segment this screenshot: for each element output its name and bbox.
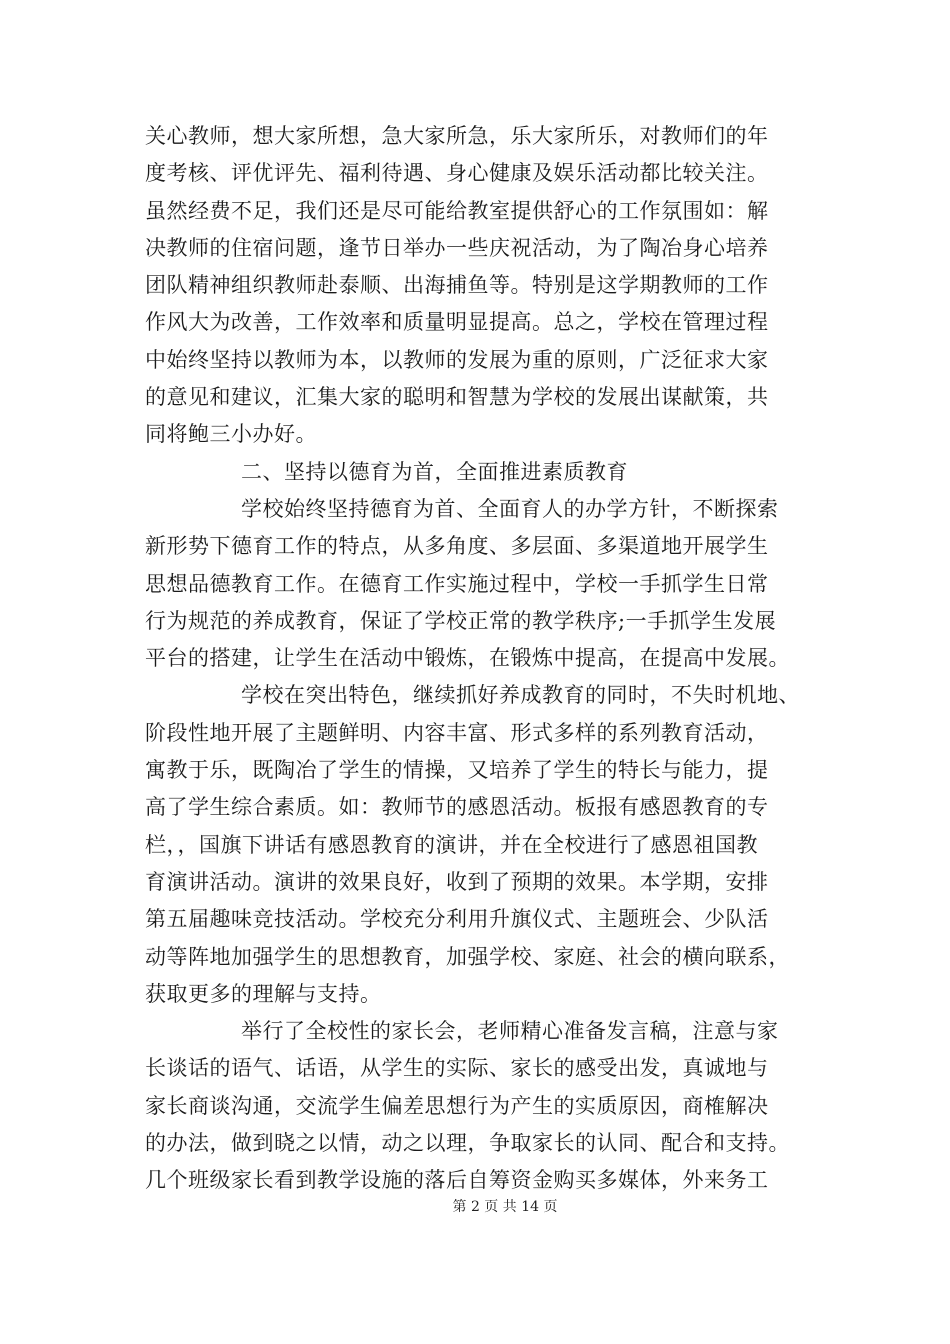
text-line: 获取更多的理解与支持。 (145, 981, 382, 1006)
text-line: 行为规范的养成教育，保证了学校正常的教学秩序;一手抓学生发展 (145, 608, 777, 633)
text-line: 寓教于乐，既陶冶了学生的情操，又培养了学生的特长与能力，提 (145, 758, 769, 783)
text-line: 的意见和建议，汇集大家的聪明和智慧为学校的发展出谋献策，共 (145, 385, 769, 410)
text-line: 育演讲活动。演讲的效果良好，收到了预期的效果。本学期，安排 (145, 869, 769, 894)
paragraph-first-line: 学校在突出特色，继续抓好养成教育的同时，不失时机地、 (241, 683, 800, 708)
text-line: 中始终坚持以教师为本，以教师的发展为重的原则，广泛征求大家 (145, 347, 769, 372)
text-line: 度考核、评优评先、福利待遇、身心健康及娱乐活动都比较关注。 (145, 161, 769, 186)
text-line: 几个班级家长看到教学设施的落后自筹资金购买多媒体，外来务工 (145, 1168, 769, 1193)
text-line: 决教师的住宿问题，逢节日举办一些庆祝活动，为了陶冶身心培养 (145, 235, 769, 260)
text-line: 新形势下德育工作的特点，从多角度、多层面、多渠道地开展学生 (145, 534, 769, 559)
text-line: 长谈话的语气、话语，从学生的实际、家长的感受出发，真诚地与 (145, 1056, 769, 1081)
page-number-footer: 第 2 页 共 14 页 (452, 1199, 558, 1215)
text-line: 平台的搭建，让学生在活动中锻炼，在锻炼中提高，在提高中发展。 (145, 646, 790, 671)
text-line: 同将鲍三小办好。 (145, 422, 317, 447)
text-line: 思想品德教育工作。在德育工作实施过程中，学校一手抓学生日常 (145, 571, 769, 596)
text-line: 动等阵地加强学生的思想教育，加强学校、家庭、社会的横向联系， (145, 944, 790, 969)
document-body (145, 118, 825, 1200)
paragraph-first-line: 学校始终坚持德育为首、全面育人的办学方针，不断探索 (241, 496, 779, 521)
text-line: 家长商谈沟通，交流学生偏差思想行为产生的实质原因，商榷解决 (145, 1093, 769, 1118)
section-heading: 二、坚持以德育为首，全面推进素质教育 (241, 459, 628, 484)
paragraph-first-line: 举行了全校性的家长会，老师精心准备发言稿，注意与家 (241, 1019, 779, 1044)
text-line: 团队精神组织教师赴泰顺、出海捕鱼等。特别是这学期教师的工作 (145, 273, 769, 298)
text-line: 的办法，做到晓之以情，动之以理，争取家长的认同、配合和支持。 (145, 1131, 790, 1156)
text-line: 第五届趣味竞技活动。学校充分利用升旗仪式、主题班会、少队活 (145, 907, 769, 932)
text-line: 高了学生综合素质。如：教师节的感恩活动。板报有感恩教育的专 (145, 795, 769, 820)
text-line: 关心教师，想大家所想，急大家所急，乐大家所乐，对教师们的年 (145, 124, 769, 148)
text-line: 栏，，国旗下讲话有感恩教育的演讲，并在全校进行了感恩祖国教 (145, 832, 758, 857)
text-line: 阶段性地开展了主题鲜明、内容丰富、形式多样的系列教育活动， (145, 720, 769, 745)
text-line: 虽然经费不足，我们还是尽可能给教室提供舒心的工作氛围如：解 (145, 198, 769, 223)
text-line: 作风大为改善，工作效率和质量明显提高。总之，学校在管理过程 (145, 310, 769, 335)
